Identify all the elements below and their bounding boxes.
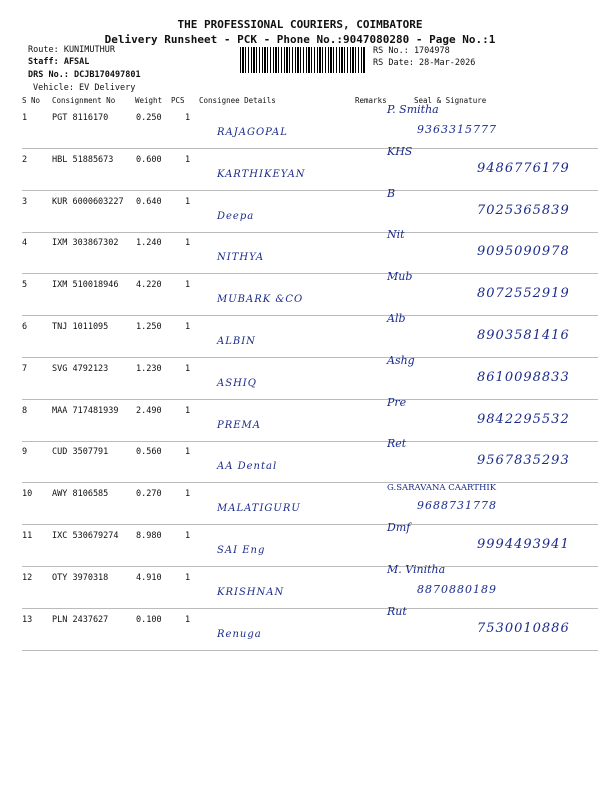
weight-value: 0.600 — [136, 154, 162, 165]
signature: Ashg — [387, 353, 415, 367]
pcs-value: 1 — [185, 489, 191, 500]
consignee-name: PREMA — [217, 419, 262, 431]
receiver-phone: 8870880189 — [417, 582, 497, 596]
consignee-name: MALATIGURU — [217, 503, 301, 515]
table-row — [22, 186, 598, 233]
weight-value: 2.490 — [136, 405, 162, 416]
row-sno: 12 — [22, 572, 33, 583]
receiver-phone: 9688731778 — [417, 499, 497, 513]
consignment-number: PLN 2437627 — [52, 614, 109, 625]
weight-value: 1.250 — [136, 322, 162, 332]
weight-value: 0.100 — [136, 614, 162, 625]
pcs-value: 1 — [185, 280, 191, 291]
consignee-name: Renuga — [217, 628, 262, 640]
signature: Nit — [387, 228, 405, 242]
consignee-name: MUBARK &CO — [217, 294, 304, 306]
pcs-value: 1 — [185, 363, 191, 374]
col-weight: Weight — [135, 96, 163, 105]
signature: Ret — [387, 437, 407, 451]
row-sno: 2 — [22, 154, 28, 165]
receiver-phone: 9567835293 — [477, 453, 570, 469]
consignee-name: Deepa — [217, 210, 255, 222]
pcs-value: 1 — [185, 572, 191, 583]
rs-date: RS Date: 28-Mar-2026 — [373, 58, 476, 68]
consignment-number: SVG 4792123 — [52, 363, 109, 374]
consignee-name: SAI Eng — [217, 545, 266, 556]
staff: Staff: AFSAL — [28, 57, 90, 67]
row-sno: 3 — [22, 196, 28, 207]
table-row — [22, 437, 598, 483]
consignment-number: KUR 6000603227 — [52, 196, 124, 207]
row-sno: 8 — [22, 405, 28, 416]
receiver-phone: 8903581416 — [477, 328, 570, 343]
weight-value: 1.240 — [136, 238, 162, 249]
receiver-phone: 9363315777 — [417, 123, 497, 136]
table-row — [22, 562, 598, 609]
consignment-number: CUD 3507791 — [52, 447, 109, 458]
receiver-phone: 9095090978 — [477, 244, 570, 260]
receiver-phone: 9994493941 — [477, 537, 570, 552]
table-row — [22, 483, 598, 525]
col-seal-signature: Seal & Signature — [414, 96, 487, 105]
row-sno: 1 — [22, 113, 28, 123]
row-sno: 10 — [22, 489, 33, 500]
weight-value: 8.980 — [136, 531, 162, 541]
weight-value: 0.270 — [136, 489, 162, 500]
receiver-phone: 8072552919 — [477, 286, 570, 302]
row-sno: 4 — [22, 238, 28, 249]
table-row — [22, 604, 598, 651]
table-row — [22, 312, 598, 358]
row-sno: 11 — [22, 531, 33, 541]
consignment-number: MAA 717481939 — [52, 405, 119, 416]
consignee-name: ALBIN — [217, 336, 256, 347]
consignment-number: IXC 530679274 — [52, 531, 119, 541]
rs-number: RS No.: 1704978 — [373, 46, 450, 56]
signature: Mub — [387, 270, 413, 284]
pcs-value: 1 — [185, 238, 191, 249]
receiver-phone: 9842295532 — [477, 411, 570, 427]
row-sno: 9 — [22, 447, 28, 458]
consignee-name: ASHIQ — [217, 377, 257, 389]
barcode — [240, 47, 366, 73]
signature: Rut — [387, 604, 407, 618]
weight-value: 0.640 — [136, 196, 162, 207]
receiver-phone: 9486776179 — [477, 160, 570, 176]
pcs-value: 1 — [185, 447, 191, 458]
consignee-name: KRISHNAN — [217, 586, 285, 598]
signature: M. Vinitha — [387, 562, 446, 576]
col-consignment: Consignment No — [52, 96, 116, 105]
receiver-phone: 7530010886 — [477, 620, 570, 636]
signature: G.SARAVANA CAARTHIK — [387, 483, 497, 494]
signature: Alb — [387, 312, 406, 325]
company-title: THE PROFESSIONAL COURIERS, COIMBATORE — [177, 18, 423, 31]
row-sno: 7 — [22, 363, 28, 374]
pcs-value: 1 — [185, 531, 191, 541]
col-consignee: Consignee Details — [199, 96, 276, 105]
signature: KHS — [387, 144, 413, 158]
pcs-value: 1 — [185, 113, 191, 123]
col-sno: S No — [22, 96, 41, 105]
row-sno: 6 — [22, 322, 28, 332]
consignment-number: TNJ 1011095 — [52, 322, 109, 332]
weight-value: 4.910 — [136, 572, 162, 583]
signature: Dmf — [387, 521, 411, 534]
consignee-name: AA Dental — [217, 461, 278, 473]
table-row — [22, 228, 598, 274]
pcs-value: 1 — [185, 196, 191, 207]
signature: Pre — [387, 395, 407, 409]
consignee-name: NITHYA — [217, 252, 265, 264]
table-row — [22, 353, 598, 400]
vehicle: Vehicle: EV Delivery — [33, 83, 136, 93]
signature: B — [387, 186, 396, 200]
table-row — [22, 395, 598, 442]
col-pcs: PCS — [171, 96, 185, 105]
col-remarks: Remarks — [355, 96, 387, 105]
pcs-value: 1 — [185, 614, 191, 625]
consignment-number: OTY 3970318 — [52, 572, 109, 583]
receiver-phone: 8610098833 — [477, 369, 570, 385]
consignee-name: KARTHIKEYAN — [217, 168, 306, 180]
weight-value: 0.250 — [136, 113, 162, 123]
weight-value: 4.220 — [136, 280, 162, 291]
route: Route: KUNIMUTHUR — [28, 45, 115, 55]
table-row — [22, 103, 598, 149]
weight-value: 1.230 — [136, 363, 162, 374]
pcs-value: 1 — [185, 154, 191, 165]
consignment-number: HBL 51885673 — [52, 154, 114, 165]
table-row — [22, 144, 598, 191]
consignment-number: PGT 8116170 — [52, 113, 109, 123]
consignment-number: AWY 8106585 — [52, 489, 109, 500]
pcs-value: 1 — [185, 322, 191, 332]
pcs-value: 1 — [185, 405, 191, 416]
signature: P. Smitha — [387, 103, 439, 116]
consignment-number: IXM 303867302 — [52, 238, 119, 249]
consignment-number: IXM 510018946 — [52, 280, 119, 291]
receiver-phone: 7025365839 — [477, 202, 570, 218]
runsheet-subtitle: Delivery Runsheet - PCK - Phone No.:9047080280 - Page No.:1 — [104, 33, 496, 46]
table-row — [22, 270, 598, 316]
consignee-name: RAJAGOPAL — [217, 127, 288, 138]
weight-value: 0.560 — [136, 447, 162, 458]
table-row — [22, 521, 598, 567]
row-sno: 5 — [22, 280, 28, 291]
row-sno: 13 — [22, 614, 33, 625]
drs-number: DRS No.: DCJB170497801 — [28, 70, 141, 80]
